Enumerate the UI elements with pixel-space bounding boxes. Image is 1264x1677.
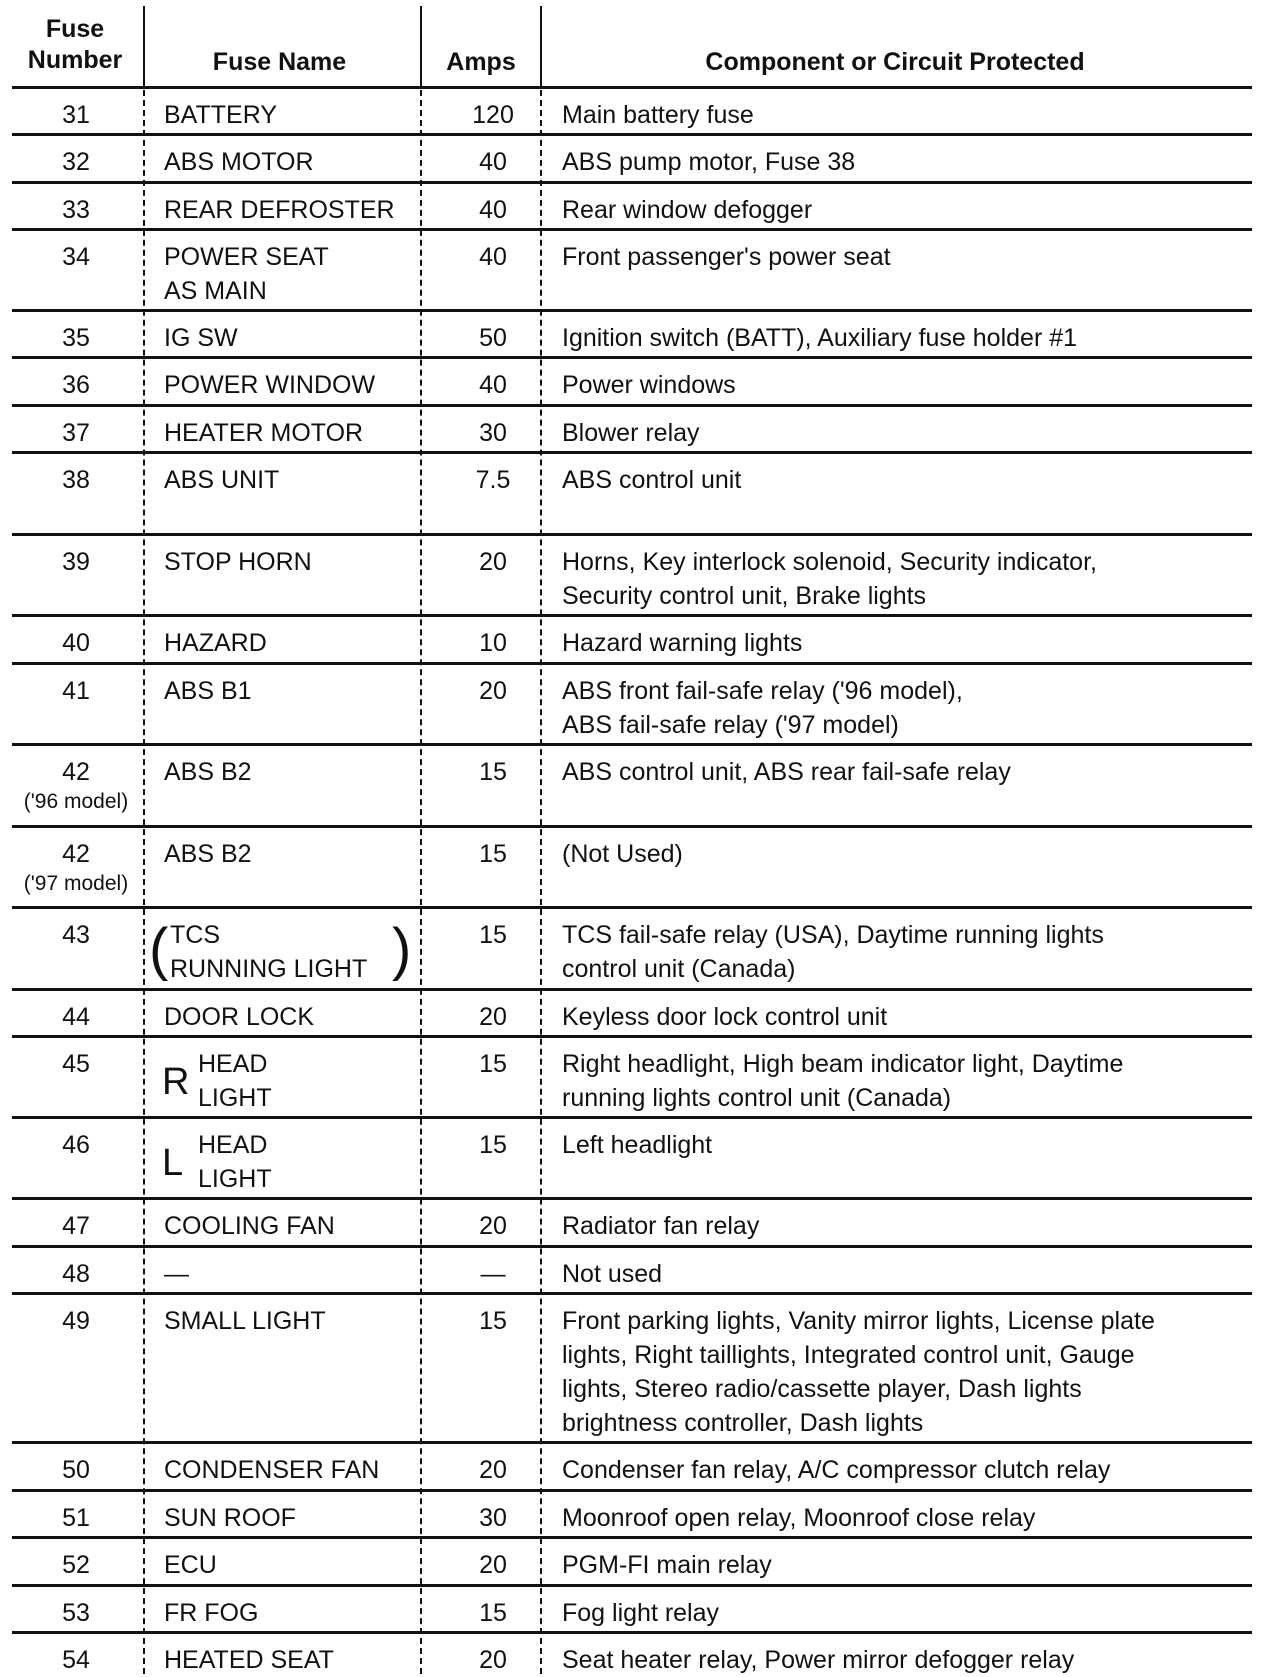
component-protected: Front parking lights, Vanity mirror lights, License plate lights, Right taillights, Integrated control unit, Gauge lights, Stereo radio/cassette player, Dash lights brightness controller, Dash lights <box>562 1307 1155 1437</box>
table-row <box>12 827 1252 908</box>
fuse-name: ABS B2 <box>164 840 252 868</box>
row-divider <box>12 1631 1252 1634</box>
fuse-amps: 15 <box>479 1599 507 1627</box>
fuse-number: 46 <box>62 1131 90 1159</box>
fuse-name: HEATED SEAT <box>164 1646 334 1674</box>
table-row <box>12 664 1252 745</box>
component-protected: Not used <box>562 1260 663 1288</box>
row-divider <box>12 133 1252 136</box>
component-protected: ABS front fail-safe relay ('96 model), ABS fail-safe relay ('97 model) <box>562 677 963 739</box>
fuse-amps: 20 <box>479 677 507 705</box>
component-protected: Seat heater relay, Power mirror defogger relay <box>562 1646 1075 1674</box>
row-divider <box>12 181 1252 184</box>
header-fuse-number: Fuse Number <box>27 15 123 74</box>
fuse-name: FR FOG <box>164 1599 259 1627</box>
table-row <box>12 1491 1252 1538</box>
fuse-number: 54 <box>62 1646 90 1674</box>
fuse-number: 35 <box>62 324 90 352</box>
column-divider <box>540 90 542 1674</box>
component-protected: ABS control unit, ABS rear fail-safe relay <box>562 758 1011 786</box>
fuse-amps: 20 <box>479 1646 507 1674</box>
row-divider <box>12 451 1252 454</box>
fuse-number: 41 <box>62 677 90 705</box>
open-paren: ( <box>149 917 169 982</box>
fuse-amps: 50 <box>479 324 507 352</box>
fuse-name: ECU <box>164 1551 217 1579</box>
row-divider <box>12 309 1252 312</box>
component-protected: Right headlight, High beam indicator light, Daytime running lights control unit (Canada) <box>562 1050 1124 1112</box>
model-note: ('96 model) <box>23 790 129 813</box>
fuse-amps: 120 <box>472 101 514 129</box>
fuse-name: DOOR LOCK <box>164 1003 315 1031</box>
component-protected: Left headlight <box>562 1131 713 1159</box>
table-row <box>12 453 1252 535</box>
column-divider <box>420 6 422 86</box>
fuse-number: 42 ('97 model) <box>16 837 136 897</box>
row-divider <box>12 988 1252 991</box>
component-protected: TCS fail-safe relay (USA), Daytime running lights control unit (Canada) <box>562 921 1104 983</box>
fuse-amps: — <box>480 1260 506 1288</box>
fuse-amps: 15 <box>479 758 507 786</box>
component-protected: Power windows <box>562 371 736 399</box>
fuse-name: STOP HORN <box>164 548 312 576</box>
row-divider <box>12 1116 1252 1119</box>
fuse-name: CONDENSER FAN <box>164 1456 380 1484</box>
fuse-amps: 15 <box>479 1131 507 1159</box>
fuse-amps: 20 <box>479 1212 507 1240</box>
fuse-number: 50 <box>62 1456 90 1484</box>
fuse-name: ABS B1 <box>164 677 252 705</box>
component-protected: Horns, Key interlock solenoid, Security indicator, Security control unit, Brake lights <box>562 548 1097 610</box>
column-divider <box>143 90 145 1674</box>
component-protected: ABS control unit <box>562 466 742 494</box>
table-row <box>12 745 1252 827</box>
fuse-number: 51 <box>62 1504 90 1532</box>
column-divider <box>540 6 542 86</box>
table-row <box>12 230 1252 311</box>
fuse-name: ABS B2 <box>164 758 252 786</box>
fuse-name: — <box>164 1260 189 1288</box>
table-row <box>12 183 1252 230</box>
table-row <box>12 1118 1252 1199</box>
fuse-amps: 20 <box>479 1456 507 1484</box>
column-divider <box>143 6 145 86</box>
component-protected: ABS pump motor, Fuse 38 <box>562 148 856 176</box>
fuse-number: 44 <box>62 1003 90 1031</box>
fuse-amps: 15 <box>479 840 507 868</box>
table-row <box>12 311 1252 358</box>
row-divider <box>12 1489 1252 1492</box>
table-row <box>12 88 1252 135</box>
fuse-amps: 40 <box>479 196 507 224</box>
component-protected: Condenser fan relay, A/C compressor clutch relay <box>562 1456 1111 1484</box>
row-divider <box>12 356 1252 359</box>
fuse-name: IG SW <box>164 324 238 352</box>
model-note: ('97 model) <box>23 872 129 895</box>
fuse-name: SMALL LIGHT <box>164 1307 326 1335</box>
fuse-amps: 30 <box>479 1504 507 1532</box>
fuse-number: 32 <box>62 148 90 176</box>
row-divider <box>12 1292 1252 1295</box>
fuse-number: 48 <box>62 1260 90 1288</box>
fuse-number: 49 <box>62 1307 90 1335</box>
table-row <box>12 616 1252 664</box>
row-divider <box>12 86 1252 89</box>
component-protected: Main battery fuse <box>562 101 754 129</box>
header-amps: Amps <box>446 48 516 76</box>
fuse-number: 42 ('96 model) <box>16 755 136 815</box>
fuse-name: HAZARD <box>164 629 267 657</box>
table-row <box>12 135 1252 183</box>
table-row <box>12 990 1252 1037</box>
row-divider <box>12 825 1252 828</box>
fuse-amps: 20 <box>479 1003 507 1031</box>
row-divider <box>12 662 1252 665</box>
table-row <box>12 1247 1252 1294</box>
table-row <box>12 358 1252 406</box>
component-protected: (Not Used) <box>562 840 683 868</box>
fuse-amps: 10 <box>479 629 507 657</box>
row-divider <box>12 743 1252 746</box>
fuse-number: 31 <box>62 101 90 129</box>
component-protected: Ignition switch (BATT), Auxiliary fuse holder #1 <box>562 324 1078 352</box>
fuse-name: REAR DEFROSTER <box>164 196 395 224</box>
component-protected: Rear window defogger <box>562 196 813 224</box>
fuse-amps: 20 <box>479 1551 507 1579</box>
side-letter: L <box>162 1142 184 1184</box>
fuse-name: ABS UNIT <box>164 466 280 494</box>
fuse-amps: 40 <box>479 371 507 399</box>
fuse-number: 38 <box>62 466 90 494</box>
fuse-amps: 15 <box>479 1307 507 1335</box>
table-row <box>12 1538 1252 1586</box>
row-divider <box>12 614 1252 617</box>
fuse-name: TCS RUNNING LIGHT <box>170 921 368 983</box>
fuse-amps: 15 <box>479 1050 507 1078</box>
table-row <box>12 1586 1252 1633</box>
row-divider <box>12 1197 1252 1200</box>
fuse-number: 43 <box>62 921 90 949</box>
fuse-amps: 7.5 <box>475 466 511 494</box>
fuse-name: HEAD LIGHT <box>198 1050 272 1112</box>
fuse-number: 37 <box>62 419 90 447</box>
table-row <box>12 1443 1252 1491</box>
table-row <box>12 406 1252 453</box>
fuse-amps: 20 <box>479 548 507 576</box>
row-divider <box>12 906 1252 909</box>
table-row <box>12 1037 1252 1118</box>
table-row <box>12 1199 1252 1247</box>
component-protected: PGM-FI main relay <box>562 1551 772 1579</box>
fuse-number: 52 <box>62 1551 90 1579</box>
side-letter: R <box>162 1061 190 1103</box>
column-divider <box>420 90 422 1674</box>
row-divider <box>12 1245 1252 1248</box>
fuse-number: 47 <box>62 1212 90 1240</box>
close-paren: ) <box>392 917 412 982</box>
row-divider <box>12 1035 1252 1038</box>
component-protected: Keyless door lock control unit <box>562 1003 888 1031</box>
component-protected: Radiator fan relay <box>562 1212 760 1240</box>
component-protected: Moonroof open relay, Moonroof close relay <box>562 1504 1036 1532</box>
fuse-number: 36 <box>62 371 90 399</box>
fuse-amps: 30 <box>479 419 507 447</box>
component-protected: Hazard warning lights <box>562 629 803 657</box>
fuse-number: 40 <box>62 629 90 657</box>
table-row <box>12 535 1252 616</box>
fuse-number: 39 <box>62 548 90 576</box>
component-protected: Fog light relay <box>562 1599 720 1627</box>
row-divider <box>12 404 1252 407</box>
table-row <box>12 1294 1252 1443</box>
fuse-number: 45 <box>62 1050 90 1078</box>
fuse-name: POWER SEAT AS MAIN <box>164 243 329 305</box>
fuse-name: HEATER MOTOR <box>164 419 364 447</box>
fuse-name: ABS MOTOR <box>164 148 314 176</box>
fuse-number: 34 <box>62 243 90 271</box>
fuse-amps: 15 <box>479 921 507 949</box>
row-divider <box>12 1584 1252 1587</box>
fuse-amps: 40 <box>479 243 507 271</box>
fuse-number: 53 <box>62 1599 90 1627</box>
fuse-name: HEAD LIGHT <box>198 1131 272 1193</box>
row-divider <box>12 1441 1252 1444</box>
fuse-name: SUN ROOF <box>164 1504 296 1532</box>
fuse-name: POWER WINDOW <box>164 371 376 399</box>
row-divider <box>12 1536 1252 1539</box>
fuse-name: COOLING FAN <box>164 1212 335 1240</box>
header-component: Component or Circuit Protected <box>705 48 1085 76</box>
table-row <box>12 1633 1252 1674</box>
fuse-number: 33 <box>62 196 90 224</box>
header-fuse-name: Fuse Name <box>212 48 347 76</box>
fuse-amps: 40 <box>479 148 507 176</box>
component-protected: Front passenger's power seat <box>562 243 891 271</box>
component-protected: Blower relay <box>562 419 700 447</box>
fuse-name: BATTERY <box>164 101 277 129</box>
row-divider <box>12 228 1252 231</box>
table-row <box>12 908 1252 990</box>
row-divider <box>12 533 1252 536</box>
